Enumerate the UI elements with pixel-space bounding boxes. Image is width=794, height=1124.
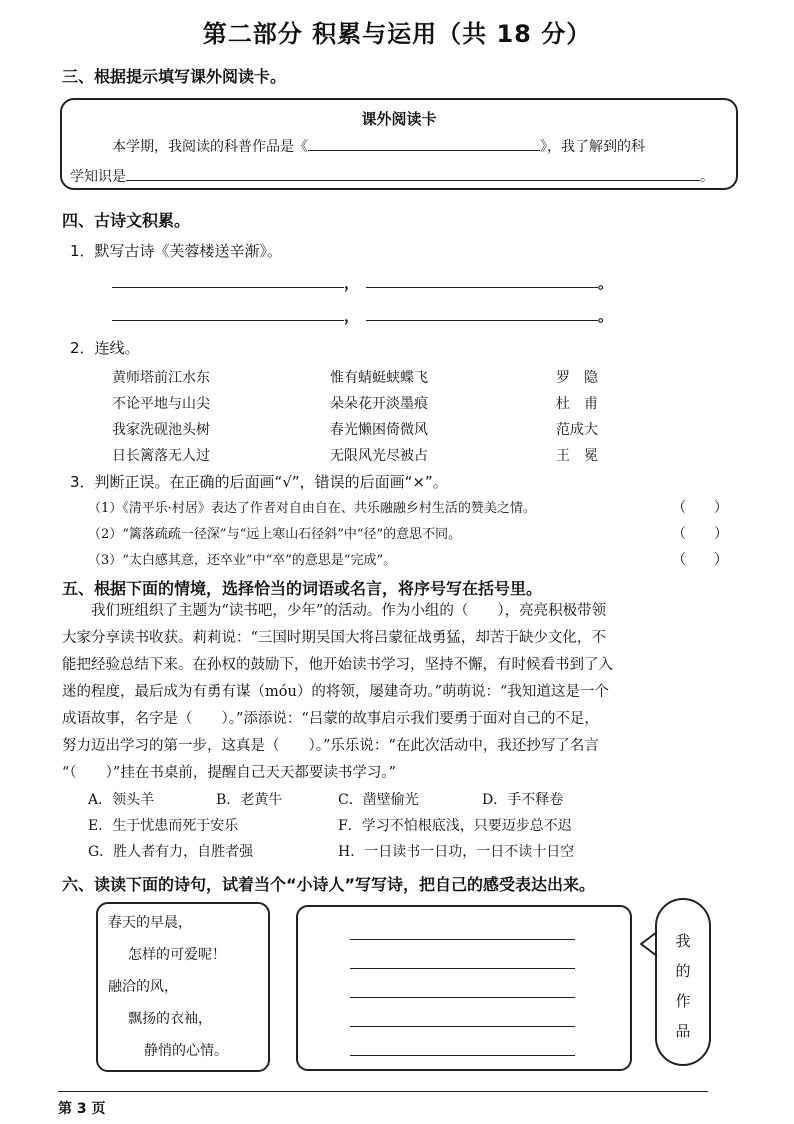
- judge-item-2: （2）“篱落疏疏一径深”与“远上寒山石径斜”中“径”的意思不同。: [88, 527, 462, 542]
- book-title-blank[interactable]: [308, 137, 540, 151]
- option-h: H．一日读书一日功，一日不读十日空: [338, 844, 575, 860]
- option-d: D．手不释卷: [482, 792, 564, 808]
- reading-card-text-3: 学知识是: [70, 169, 126, 185]
- poem-line: 融洽的风，: [108, 979, 178, 995]
- reading-card: [60, 98, 738, 190]
- judge-item-1: （1）《清平乐·村居》表达了作者对自由自在、共乐融融乡村生活的赞美之情。: [88, 501, 536, 516]
- option-a: A．领头羊: [88, 792, 155, 808]
- option-c: C．凿壁偷光: [338, 792, 419, 808]
- reading-card-text-2: 》，我了解到的科: [540, 139, 645, 155]
- match-mid-item[interactable]: 无限风光尽被占: [330, 448, 428, 464]
- match-mid-column: [330, 367, 428, 471]
- match-right-item[interactable]: 罗 隐: [556, 370, 598, 386]
- option-b: B．老黄牛: [216, 792, 283, 808]
- comma-2: ，: [344, 307, 360, 325]
- match-right-column: [556, 367, 598, 471]
- scenario-paragraph: [62, 598, 740, 787]
- writing-line-1[interactable]: [350, 939, 575, 940]
- poem-blank-1[interactable]: [112, 287, 344, 288]
- match-left-column: [112, 367, 210, 471]
- match-left-item[interactable]: 日长篱落无人过: [112, 448, 210, 464]
- q3-prompt: 3．判断正误。在正确的后面画“√”，错误的后面画“×”。: [70, 473, 448, 491]
- poem-blank-3[interactable]: [112, 320, 344, 321]
- my-poem-box: [296, 905, 632, 1071]
- scenario-line: 大家分享读书收获。莉莉说：“三国时期吴国大将吕蒙征战勇猛，却苦于缺少文化，不: [62, 630, 606, 646]
- my-work-char: 我: [675, 932, 691, 950]
- option-e: E．生于忧患而死于安乐: [88, 818, 239, 834]
- writing-line-5[interactable]: [350, 1055, 575, 1056]
- my-work-label: [657, 926, 709, 1046]
- reading-card-text-1: 本学期，我阅读的科普作品是《: [112, 139, 308, 155]
- my-work-char: 品: [675, 1022, 691, 1040]
- knowledge-blank[interactable]: [126, 167, 700, 181]
- page-number: 第 3 页: [58, 1101, 106, 1117]
- match-mid-item[interactable]: 惟有蜻蜓蛱蝶飞: [330, 370, 428, 386]
- q2-prompt: 2．连线。: [70, 339, 140, 357]
- reading-card-line-2: [70, 166, 714, 186]
- footer-divider: [58, 1091, 708, 1092]
- section-3-heading: 三、根据提示填写课外阅读卡。: [62, 67, 287, 86]
- reading-card-title: 课外阅读卡: [361, 110, 437, 128]
- poem-line: 春天的早晨，: [108, 915, 192, 931]
- scenario-line: 迷的程度，最后成为有勇有谋（móu）的将领，屡建奇功。”萌萌说：“我知道这是一个: [62, 684, 609, 700]
- scenario-line: 能把经验总结下来。在孙权的鼓励下，他开始读书学习，坚持不懈，有时候看书到了入: [62, 657, 613, 673]
- period-2: 。: [598, 307, 614, 325]
- match-right-item[interactable]: 杜 甫: [556, 396, 598, 412]
- sample-poem-box: [96, 902, 270, 1072]
- match-right-item[interactable]: 王 冕: [556, 448, 598, 464]
- match-mid-item[interactable]: 朵朵花开淡墨痕: [330, 396, 428, 412]
- judge-answer-2[interactable]: （ ）: [672, 526, 728, 542]
- poem-blank-4[interactable]: [366, 320, 598, 321]
- match-left-item[interactable]: 我家洗砚池头树: [112, 422, 210, 438]
- scenario-line: 努力迈出学习的第一步，这真是（ ）。”乐乐说：“在此次活动中，我还抄写了名言: [62, 738, 599, 754]
- comma-1: ，: [344, 274, 360, 292]
- poem-line: 静悄的心情。: [144, 1043, 228, 1059]
- section-5-heading: 五、根据下面的情境，选择恰当的词语或名言，将序号写在括号里。: [62, 579, 543, 598]
- writing-line-3[interactable]: [350, 997, 575, 998]
- writing-line-2[interactable]: [350, 968, 575, 969]
- poem-blank-2[interactable]: [366, 287, 598, 288]
- period-1: 。: [598, 274, 614, 292]
- page-title: 第二部分 积累与运用（共 18 分）: [202, 20, 592, 48]
- my-work-oval: [655, 898, 711, 1066]
- match-left-item[interactable]: 不论平地与山尖: [112, 396, 210, 412]
- scenario-line: 成语故事，名字是（ ）。”添添说：“吕蒙的故事启示我们要勇于面对自己的不足，: [62, 711, 599, 727]
- match-right-item[interactable]: 范成大: [556, 422, 598, 438]
- scenario-line: 我们班组织了主题为“读书吧，少年”的活动。作为小组的（ ），亮亮积极带领: [62, 603, 607, 619]
- section-6-heading: 六、读读下面的诗句，试着当个“小诗人”写写诗，把自己的感受表达出来。: [62, 875, 596, 894]
- match-mid-item[interactable]: 春光懒困倚微风: [330, 422, 428, 438]
- reading-card-end: 。: [700, 169, 714, 185]
- my-work-char: 作: [675, 992, 691, 1010]
- judge-item-3: （3）“太白感其意，还卒业”中“卒”的意思是“完成”。: [88, 553, 397, 568]
- match-left-item[interactable]: 黄师塔前江水东: [112, 370, 210, 386]
- judge-answer-1[interactable]: （ ）: [672, 500, 728, 516]
- q1-prompt: 1．默写古诗《芙蓉楼送辛渐》。: [70, 242, 283, 260]
- option-g: G．胜人者有力，自胜者强: [88, 844, 254, 860]
- section-4-heading: 四、古诗文积累。: [62, 211, 191, 230]
- scenario-line: “（ ）”挂在书桌前，提醒自己天天都要读书学习。”: [62, 765, 396, 781]
- judge-answer-3[interactable]: （ ）: [672, 552, 728, 568]
- option-f: F．学习不怕根底浅，只要迈步总不迟: [338, 818, 572, 834]
- writing-line-4[interactable]: [350, 1026, 575, 1027]
- reading-card-line-1: [112, 136, 645, 156]
- poem-line: 飘扬的衣袖，: [128, 1011, 212, 1027]
- poem-line: 怎样的可爱呢！: [128, 947, 226, 963]
- my-work-char: 的: [675, 962, 691, 980]
